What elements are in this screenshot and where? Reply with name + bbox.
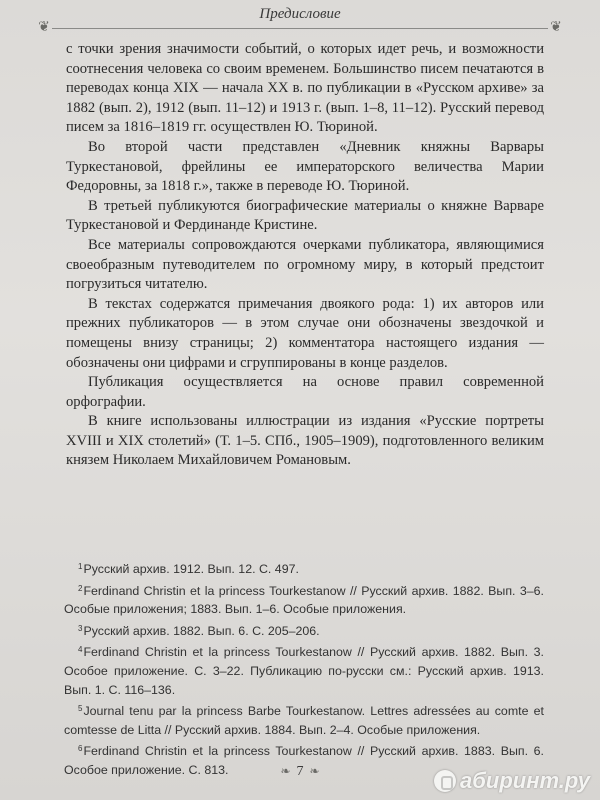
page-ornament-left-icon: ❧ (280, 764, 291, 778)
footnote-number: 4 (78, 645, 83, 655)
watermark (434, 768, 590, 794)
footnotes (64, 558, 544, 781)
footnote-text: Русский архив. 1882. Вып. 6. С. 205–206. (83, 623, 320, 638)
paragraph: Во второй части представлен «Дневник княжны Варвары Туркестановой, фрейлины ее императорского величества Марии Федоровны, за 1818 г.», также в переводе Ю. Тюриной. (66, 138, 544, 195)
footnote (64, 580, 544, 619)
running-header-title: Предисловие (259, 6, 341, 22)
paragraph: В книге использованы иллюстрации из издания «Русские портреты XVIII и XIX столетий» (Т. 1–5. СПб., 1905–1909), подготовленного великим князем Николаем Михайловичем Романовым. (66, 413, 544, 469)
footnote-text: Русский архив. 1912. Вып. 12. С. 497. (83, 562, 299, 576)
header-rule (52, 28, 548, 29)
paragraph: с точки зрения значимости событий, о которых идет речь, и возможности соотнесения человека со своим временем. Большинство писем печатаются в переводах конца XIX — начала XX в. по публикации в «Русском архиве» за 1882 (вып. 2), 1912 (вып. 11–12) и 1913 г. (вып. 1–8, 11–12). Русский перевод писем за 1816–1819 гг. осуществлен Ю. Тюриной. (66, 41, 544, 136)
footnote-text: Journal tenu par la princess Barbe Tourkestanow. Lettres adressées au comte et comtesse de Litta // Русский архив. 1884. Вып. 2–4. Особые приложения. (64, 704, 544, 737)
paragraph: В текстах содержатся примечания двоякого рода: 1) их авторов или прежних публикаторов — в этом случае они обозначены звездочкой и помещены внизу страницы; 2) комментатора настоящего издания — обозначены они цифрами и сгруппированы в конце разделов. (66, 295, 544, 371)
page-number: 7 (296, 764, 304, 779)
header-ornament-left-icon: ❦ (38, 20, 50, 35)
labirint-logo-icon (434, 770, 456, 792)
footnote-number: 1 (78, 562, 83, 571)
paragraph: Публикация осуществляется на основе правил современной орфографии. (66, 374, 544, 410)
running-header (38, 2, 562, 36)
footnote-text: Ferdinand Christin et la princess Tourkestanow // Русский архив. 1882. Вып. 3. Особое приложение. С. 3–22. Публикацию по-русски см.: Русский архив. 1913. Вып. 1. С. 116–136. (64, 645, 544, 697)
page-number-block (250, 764, 350, 780)
header-ornament-right-icon: ❦ (550, 20, 562, 35)
paragraph: В третьей публикуются биографические материалы о княжне Варваре Туркестановой и Фердинанде Кристине. (66, 197, 544, 234)
paragraph: Все материалы сопровождаются очерками публикатора, являющимися своеобразным путеводителем по огромному миру, в который предстоит погрузиться читателю. (66, 236, 544, 293)
footnote-number: 5 (78, 704, 83, 714)
watermark-text: абиринт.ру (460, 768, 590, 793)
main-text (66, 40, 544, 471)
footnote (64, 620, 544, 641)
footnote-number: 6 (78, 744, 83, 754)
footnote (64, 641, 544, 699)
footnote (64, 700, 544, 739)
page-ornament-right-icon: ❧ (309, 764, 320, 778)
footnote-number: 3 (78, 623, 83, 633)
footnote-text: Ferdinand Christin et la princess Tourkestanow // Русский архив. 1882. Вып. 3–6. Особые приложения; 1883. Вып. 1–6. Особые приложения. (64, 583, 544, 617)
footnote (64, 558, 544, 579)
footnote-number: 2 (78, 583, 83, 593)
footnote-text: Ferdinand Christin et la princess Tourkestanow // Русский архив. 1883. Вып. 6. Особое приложение. С. 813. (64, 744, 544, 777)
